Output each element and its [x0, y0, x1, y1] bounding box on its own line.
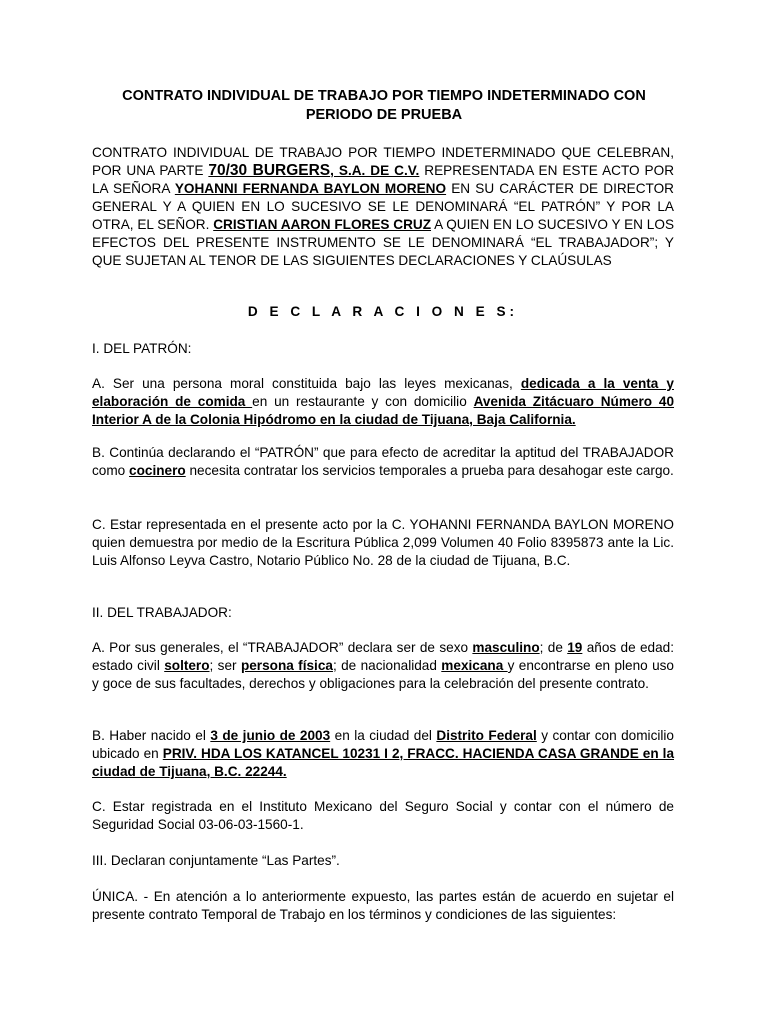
representative-name: YOHANNI FERNANDA BAYLON MORENO — [174, 181, 447, 196]
patron-heading: I. DEL PATRÓN: — [92, 341, 192, 356]
intro-paragraph: CONTRATO INDIVIDUAL DE TRABAJO POR TIEMPO INDETERMINADO QUE CELEBRAN, POR UNA PARTE 70/30 BURGERS, S.A. DE C.V. REPRESENTADA EN ESTE ACTO POR LA SEÑORA YOHANNI FERNANDA BAYLON MORENO EN SU CARÁCTER DE DIRECTOR GENERAL Y A QUIEN EN LO SUCESIVO SE LE DENOMINARÁ “EL PATRÓN” Y POR LA OTRA, EL SEÑOR. CRISTIAN AARON FLORES CRUZ A QUIEN EN LO SUCESIVO Y EN LOS EFECTOS DEL PRESENTE INSTRUMENTO SE LE DENOMINARÁ “EL TRABAJADOR”; Y QUE SUJETAN AL TENOR DE LAS SIGUIENTES DECLARACIONES Y CLAÚSULAS — [92, 145, 675, 268]
patron-paragraph-c: C. Estar representada en el presente acto por la C. YOHANNI FERNANDA BAYLON MORENO quien demuestra por medio de la Escritura Pública 2,099 Volumen 40 Folio 8395873 ante la Lic. Luis Alfonso Leyva Castro, Notario Público No. 28 de la ciudad de Tijuana, B.C. — [92, 517, 674, 568]
trabajador-heading: II. DEL TRABAJADOR: — [92, 605, 232, 620]
title-line-2: PERIODO DE PRUEBA — [305, 107, 463, 123]
worker-name: CRISTIAN AARON FLORES CRUZ — [213, 217, 432, 232]
partes-heading: III. Declaran conjuntamente “Las Partes”. — [92, 853, 340, 868]
trabajador-paragraph-c: C. Estar registrada en el Instituto Mexicano del Seguro Social y contar con el número de Seguridad Social 03-06-03-1560-1. — [92, 799, 674, 832]
birth-date: 3 de junio de 2003 — [210, 728, 331, 743]
trabajador-paragraph-b: B. Haber nacido el 3 de junio de 2003 en la ciudad del Distrito Federal y contar con domicilio ubicado en PRIV. HDA LOS KATANCEL 10231 I 2, FRACC. HACIENDA CASA GRANDE en la ciudad de Tijuana, B.C. 22244. — [92, 728, 675, 779]
document-title — [92, 87, 676, 125]
worker-address: PRIV. HDA LOS KATANCEL 10231 I 2, FRACC. HACIENDA CASA GRANDE en la ciudad de Tijuana, B.C. 22244. — [92, 746, 675, 779]
patron-paragraph-b: B. Continúa declarando el “PATRÓN” que para efecto de acreditar la aptitud del TRABAJADOR como cocinero necesita contratar los servicios temporales a prueba para desahogar este cargo. — [92, 445, 674, 478]
job-title: cocinero — [129, 463, 186, 478]
company-address: Avenida Zitácuaro Número 40 Interior A de la Colonia Hipódromo en la ciudad de Tijuana, Baja California. — [92, 394, 675, 427]
declaraciones-heading: D E C L A R A C I O N E S: — [247, 304, 519, 319]
patron-paragraph-a: A. Ser una persona moral constituida bajo las leyes mexicanas, dedicada a la venta y elaboración de comida en un restaurante y con domicilio Avenida Zitácuaro Número 40 Interior A de la Colonia Hipódromo en la ciudad de Tijuana, Baja California. — [92, 376, 675, 427]
title-line-1: CONTRATO INDIVIDUAL DE TRABAJO POR TIEMPO INDETERMINADO CON — [122, 88, 646, 104]
company-type: , S.A. DE C.V. — [330, 163, 420, 178]
birth-city: Distrito Federal — [436, 728, 537, 743]
trabajador-paragraph-a: A. Por sus generales, el “TRABAJADOR” declara ser de sexo masculino; de 19 años de edad: estado civil soltero; ser persona física; de nacionalidad mexicana y encontrarse en pleno uso y goce de sus facultades, derechos y obligaciones para la celebración del presente contrato. — [92, 640, 675, 691]
unica-paragraph: ÚNICA. - En atención a lo anteriormente expuesto, las partes están de acuerdo en sujetar el presente contrato Temporal de Trabajo en los términos y condiciones de las siguientes: — [92, 889, 674, 922]
company-name: 70/30 BURGERS — [208, 162, 331, 179]
